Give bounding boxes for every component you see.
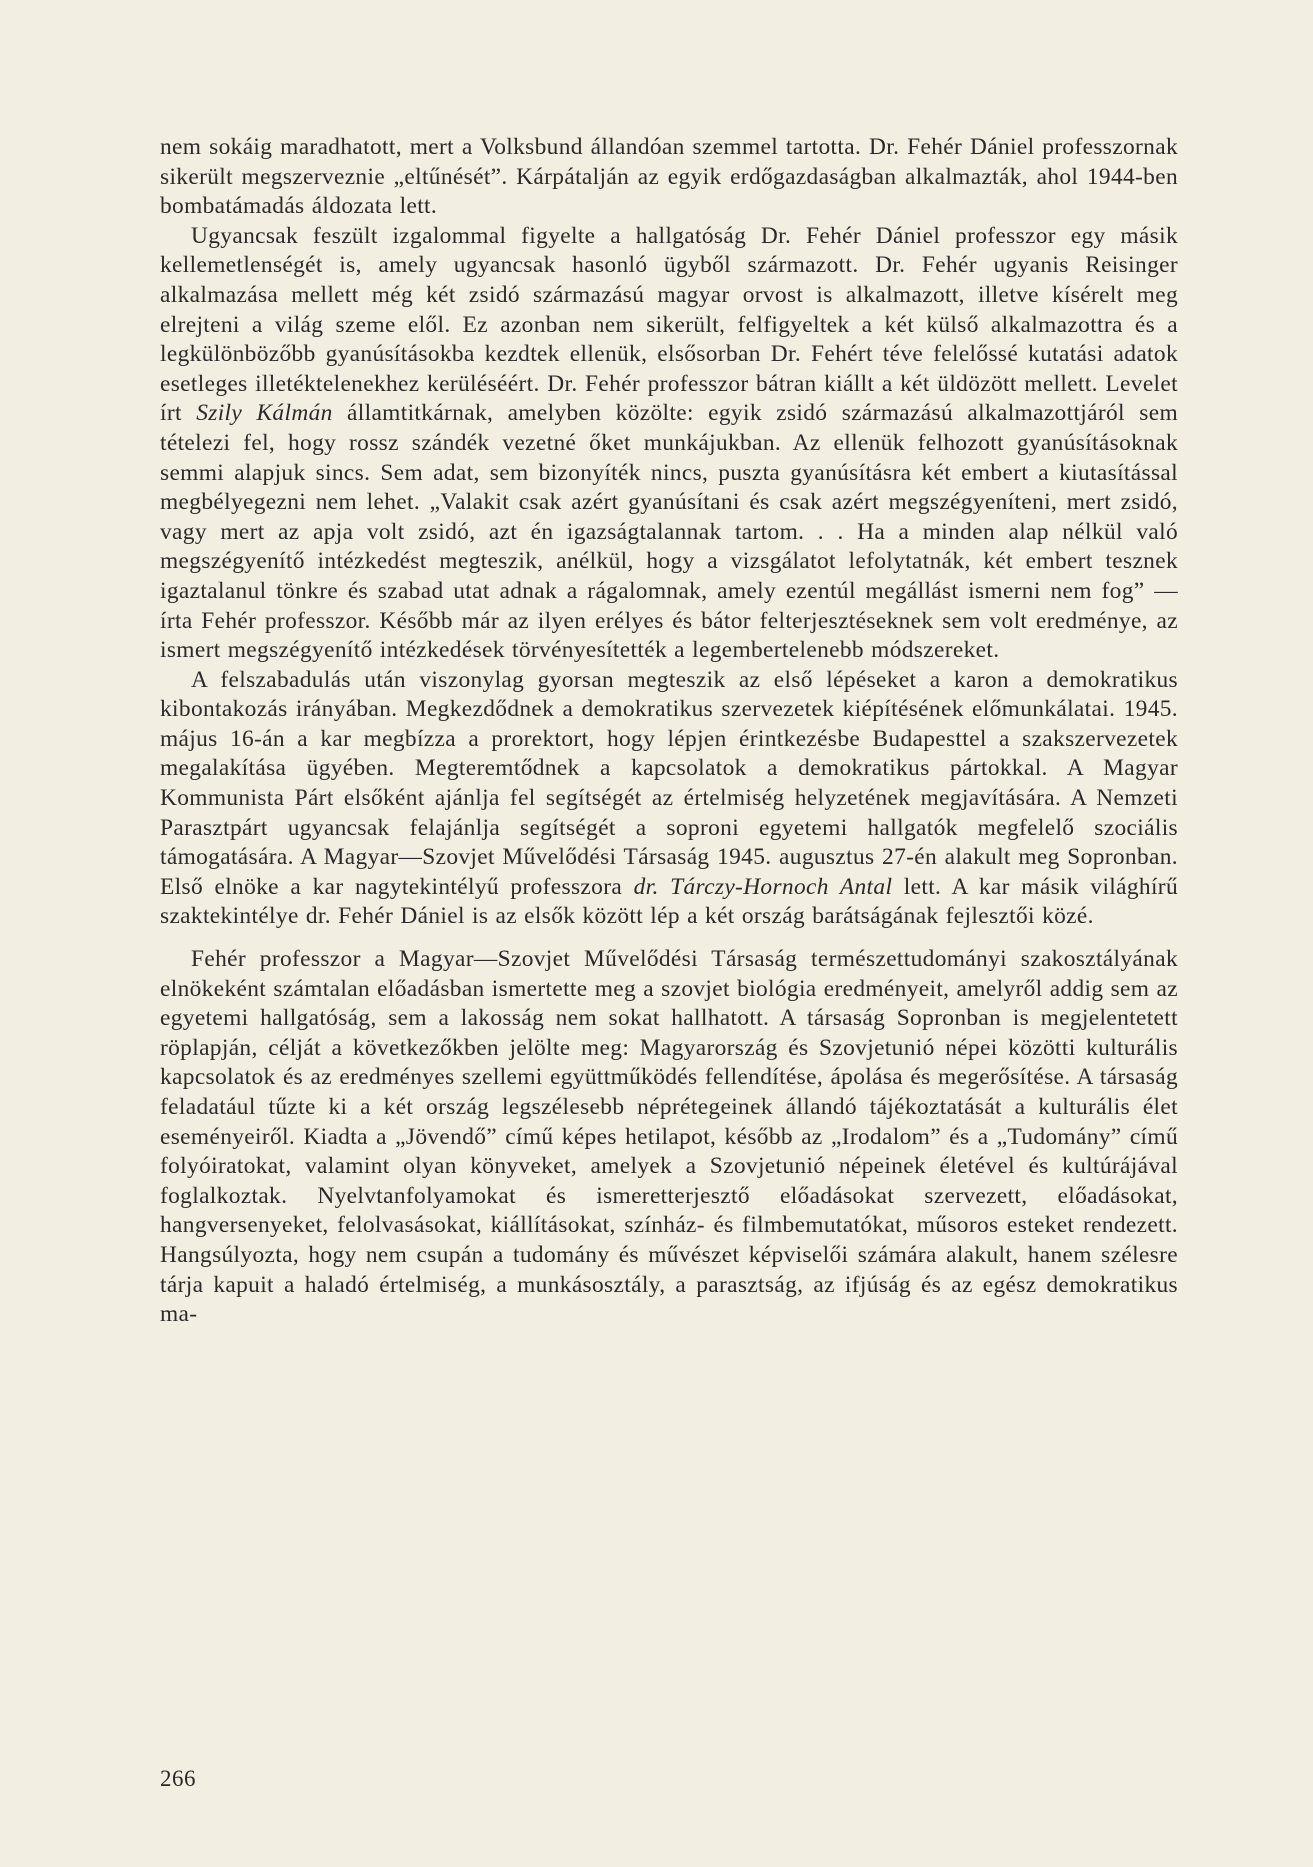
- text-segment: Ugyancsak feszült izgalommal figyelte a hallgatóság Dr. Fehér Dániel professzor egy másik kellemetlenségét is, amely ugyancsak hasonló ügyből származott. Dr. Fehér ugyanis Reisinger alkalmazása mellett még két zsidó származású magyar orvost is alkalmazott, illetve kísérelt meg elrejteni a világ szeme elől. Ez azonban nem sikerült, felfigyeltek a két külső alkalmazottra és a legkülönbözőbb gyanúsításokba kezdtek ellenük, elsősorban Dr. Fehért téve felelőssé kutatási adatok esetleges illetéktelenekhez kerüléséért. Dr. Fehér professzor bátran kiállt a két üldözött mellett. Levelet írt: [160, 222, 1178, 427]
- paragraph-1: [160, 133, 1178, 222]
- text-segment: nem sokáig maradhatott, mert a Volksbund állandóan szemmel tartotta. Dr. Fehér Dániel professzornak sikerült megszerveznie „eltűnését”. Kárpátalján az egyik erdőgazdaságban alkalmazták, ahol 1944-ben bombatámadás áldozata lett.: [160, 134, 1178, 220]
- person-name: Szily Kálmán: [196, 400, 333, 427]
- paragraph-4: [160, 945, 1178, 1330]
- text-segment: lett. A kar másik világhírű szaktekintélye dr. Fehér Dániel is az elsők között lép a két ország barátságának fejlesztői közé.: [160, 873, 1178, 930]
- body-text: [160, 133, 1178, 1330]
- paragraph-2: [160, 222, 1178, 666]
- text-segment: államtitkárnak, amelyben közölte: egyik zsidó származású alkalmazottjáról sem tételezi fel, hogy rossz szándék vezetné őket munkájukban. Az ellenük felhozott gyanúsításoknak semmi alapjuk sincs. Sem adat, sem bizonyíték nincs, puszta gyanúsításra két embert a kiutasítással megbélyegezni nem lehet. „Valakit csak azért gyanúsítani és csak azért megszégyeníteni, mert zsidó, vagy mert az apja volt zsidó, azt én igazságtalannak tartom. . . Ha a minden alap nélkül való megszégyenítő intézkedést megteszik, anélkül, hogy a vizsgálatot lefolytatnák, két embert tesznek igaztalanul tönkre és szabad utat adnak a rágalomnak, amely ezentúl megállást ismerni nem fog” — írta Fehér professzor. Később már az ilyen erélyes és bátor felterjesztéseknek sem volt eredménye, az ismert megszégyenítő intézkedések törvényesítették a legembertelenebb módszereket.: [160, 400, 1178, 664]
- text-segment: Fehér professzor a Magyar—Szovjet Művelődési Társaság természettudományi szakosztályának elnökeként számtalan előadásban ismertette meg a szovjet biológia eredményeit, amelyről addig sem az egyetemi hallgatóság, sem a lakosság nem sokat hallhatott. A társaság Sopronban is megjelentetett röplapján, célját a következőkben jelölte meg: Magyarország és Szovjetunió népei közötti kulturális kapcsolatok és az eredményes szellemi együttműködés fellendítése, ápolása és megerősítése. A társaság feladatául tűzte ki a két ország legszélesebb néprétegeinek állandó tájékoztatását a kulturális élet eseményeiről. Kiadta a „Jövendő” című képes hetilapot, később az „Irodalom” és a „Tudomány” című folyóiratokat, valamint olyan könyveket, amelyek a Szovjetunió népeinek életével és kultúrájával foglalkoztak. Nyelvtanfolyamokat és ismeretterjesztő előadásokat szervezett, előadásokat, hangversenyeket, felolvasásokat, kiállításokat, színház- és filmbemutatókat, műsoros esteket rendezett. Hangsúlyozta, hogy nem csupán a tudomány és művészet képviselői számára alakult, hanem szélesre tárja kapuit a haladó értelmiség, a munkásosztály, a parasztság, az ifjúság és az egész demokratikus ma-: [160, 946, 1178, 1328]
- paragraph-3: [160, 666, 1178, 932]
- person-name: dr. Tárczy-Hornoch Antal: [633, 873, 893, 900]
- text-segment: A felszabadulás után viszonylag gyorsan megteszik az első lépéseket a karon a demokratikus kibontakozás irányában. Megkezdődnek a demokratikus szervezetek kiépítésének előmunkálatai. 1945. május 16-án a kar megbízza a prorektort, hogy lépjen érintkezésbe Budapesttel a szakszervezetek megalakítása ügyében. Megteremtődnek a kapcsolatok a demokratikus pártokkal. A Magyar Kommunista Párt elsőként ajánlja fel segítségét az értelmiség helyzetének megjavítására. A Nemzeti Parasztpárt ugyancsak felajánlja segítségét a soproni egyetemi hallgatók megfelelő szociális támogatására. A Magyar—Szovjet Művelődési Társaság 1945. augusztus 27-én alakult meg Sopronban. Első elnöke a kar nagytekintélyű professzora: [160, 666, 1178, 900]
- page-number: 266: [160, 1766, 196, 1791]
